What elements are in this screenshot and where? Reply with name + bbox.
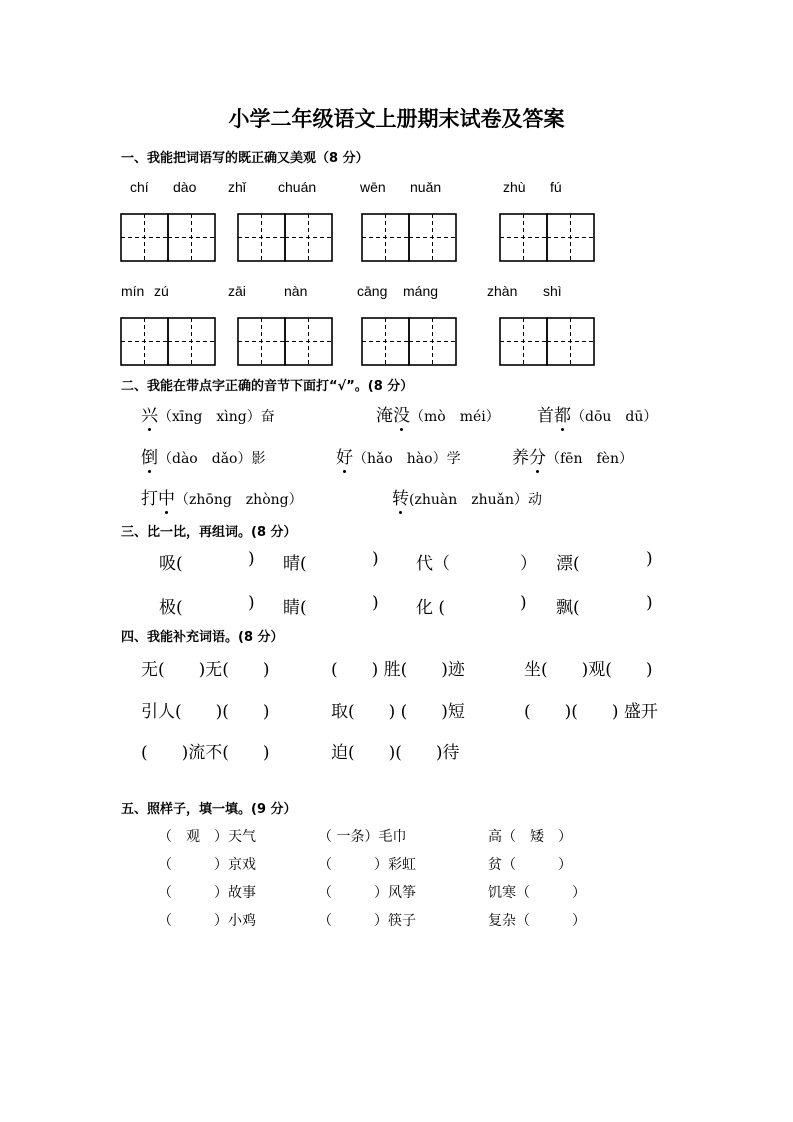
writing-box[interactable] (362, 214, 409, 261)
idiom-blank: ( ) 胜( )迹 (331, 660, 465, 680)
pinyin: chuán (278, 179, 317, 195)
dotted-char: 中 (158, 484, 175, 509)
blank-close: ) (646, 549, 653, 569)
pinyin: nuǎn (410, 179, 442, 195)
fill-item: （ 一条）毛巾 (318, 829, 407, 845)
pronunciation-item (392, 484, 542, 509)
dotted-char: 好 (336, 443, 353, 468)
writing-box[interactable] (168, 214, 215, 261)
writing-box[interactable] (285, 318, 332, 365)
blank-close: ) (646, 593, 653, 613)
idiom-blank: ( )( ) 盛开 (524, 702, 658, 722)
fill-item: 贫（ ） (488, 857, 572, 873)
pronunciation-item (141, 443, 265, 468)
writing-box[interactable] (500, 214, 547, 261)
compare-char: 极( (159, 598, 183, 618)
fill-item: （ ）筷子 (318, 913, 416, 929)
word-char: 打 (141, 489, 158, 509)
word-char: 养 (512, 448, 529, 468)
writing-box[interactable] (121, 318, 168, 365)
compare-char: 漂( (556, 554, 580, 574)
pinyin-options: （fēn fèn） (546, 451, 633, 467)
pinyin: nàn (284, 283, 308, 299)
section-2-heading: 二、我能在带点字正确的音节下面打“√”。(8 分） (121, 379, 414, 394)
blank-close: ) (248, 593, 255, 613)
pronunciation-item (336, 443, 461, 468)
pinyin-options: （mò méi） (410, 409, 500, 425)
compare-char: 飘( (556, 598, 580, 618)
dotted-char: 都 (554, 401, 571, 426)
page-title: 小学二年级语文上册期末试卷及答案 (228, 107, 565, 131)
pinyin: dào (173, 179, 197, 195)
pinyin: mín (121, 283, 145, 299)
idiom-blank: 迫( )( )待 (331, 743, 460, 763)
fill-item: （ ）风筝 (318, 885, 416, 901)
fill-item: （ ）故事 (158, 885, 256, 901)
compare-char: 睛( (283, 598, 307, 618)
pinyin: wēn (360, 179, 386, 195)
pinyin-options: （zhōng zhòng） (175, 492, 303, 508)
dotted-char: 倒 (141, 443, 158, 468)
compare-char: 吸( (159, 554, 183, 574)
compare-char: 化 ( (416, 598, 446, 618)
dotted-char: 分 (529, 443, 546, 468)
word-char: 首 (537, 406, 554, 426)
section-5-heading: 五、照样子，填一填。(9 分） (121, 802, 297, 817)
pinyin: zāi (228, 283, 246, 299)
pronunciation-item (512, 443, 633, 468)
idiom-blank: 引人( )( ) (141, 702, 270, 722)
blank-close: ) (372, 549, 379, 569)
blank-close: ) (248, 549, 255, 569)
dotted-char: 转 (392, 484, 409, 509)
pinyin: zú (154, 283, 169, 299)
pinyin-options: (zhuàn zhuǎn）动 (409, 492, 543, 508)
fill-item: （ ）彩虹 (318, 857, 416, 873)
blank-close: ) (372, 593, 379, 613)
word-char: 淹 (376, 406, 393, 426)
section-3-heading: 三、比一比，再组词。(8 分） (121, 525, 297, 540)
idiom-blank: ( )流不( ) (141, 743, 270, 763)
fill-item: 高（ 矮 ） (488, 829, 572, 845)
pinyin: máng (403, 283, 439, 299)
compare-char: 代（ (416, 554, 450, 574)
fill-item: 复杂（ ） (488, 913, 586, 929)
pinyin: chí (130, 179, 149, 195)
writing-box[interactable] (547, 214, 594, 261)
section-1-heading: 一、我能把词语写的既正确又美观（8 分） (121, 151, 369, 166)
pinyin-options: （hǎo hào）学 (353, 451, 461, 467)
dotted-char: 兴 (141, 401, 158, 426)
blank-close: ) (520, 593, 527, 613)
writing-box[interactable] (168, 318, 215, 365)
idiom-blank: 坐( )观( ) (524, 660, 653, 680)
section-4-heading: 四、我能补充词语。(8 分） (121, 630, 284, 645)
pronunciation-item (537, 401, 657, 426)
writing-box[interactable] (547, 318, 594, 365)
fill-item: （ ）小鸡 (158, 913, 256, 929)
writing-box[interactable] (285, 214, 332, 261)
pronunciation-item (376, 401, 500, 426)
writing-box[interactable] (500, 318, 547, 365)
dotted-char: 没 (393, 401, 410, 426)
idiom-blank: 无( )无( ) (141, 660, 270, 680)
writing-box[interactable] (362, 318, 409, 365)
idiom-blank: 取( ) ( )短 (331, 702, 465, 722)
writing-box[interactable] (238, 214, 285, 261)
fill-item: 饥寒（ ） (488, 885, 586, 901)
writing-box[interactable] (121, 214, 168, 261)
pronunciation-item (141, 401, 275, 426)
writing-box[interactable] (409, 214, 456, 261)
pinyin: shì (543, 283, 562, 299)
pinyin: zhǐ (228, 179, 246, 195)
pinyin: fú (550, 179, 562, 195)
writing-box[interactable] (238, 318, 285, 365)
pinyin-options: （dōu dū） (571, 409, 658, 425)
pinyin: cāng (357, 283, 388, 299)
fill-item: （ ）京戏 (158, 857, 256, 873)
pinyin: zhù (503, 179, 526, 195)
compare-char: 晴( (283, 554, 307, 574)
pronunciation-item (141, 484, 303, 509)
pinyin: zhàn (487, 283, 518, 299)
pinyin-options: （dào dǎo）影 (158, 451, 266, 467)
blank-close: ） (520, 554, 537, 574)
pinyin-options: （xīng xìng）奋 (158, 409, 275, 425)
fill-item: （ 观 ）天气 (158, 829, 256, 845)
writing-box[interactable] (409, 318, 456, 365)
